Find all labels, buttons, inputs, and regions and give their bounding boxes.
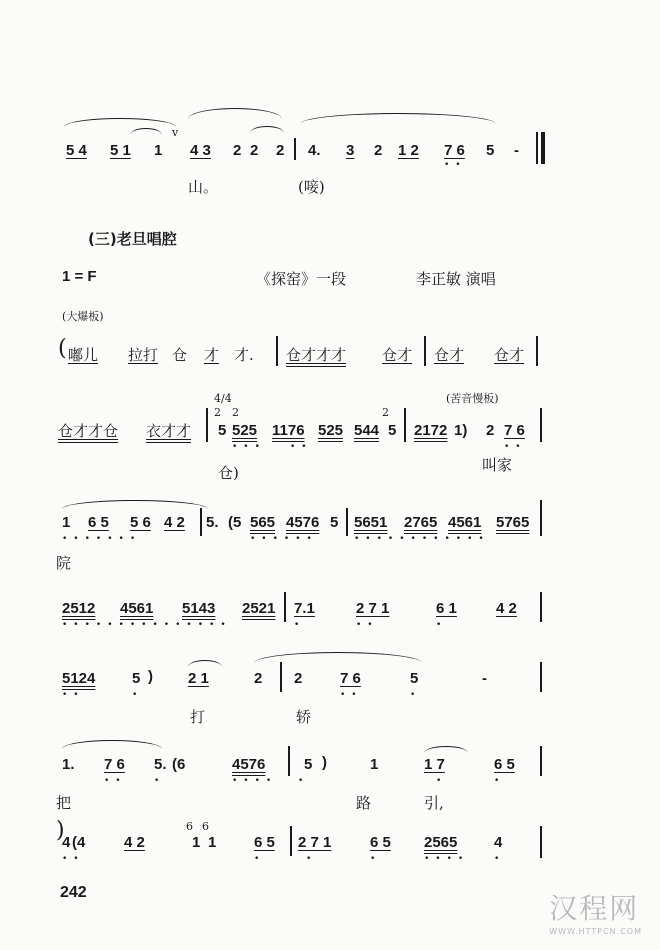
watermark-text: 汉程网: [549, 892, 640, 925]
tempo-mark: (大爆板): [62, 310, 104, 323]
note: 4 2: [496, 600, 517, 617]
note: 6 5: [254, 834, 275, 851]
watermark-url: WWW.HTTPCN.COM: [549, 927, 642, 936]
note: 1: [208, 834, 217, 851]
barline: [206, 408, 208, 442]
low-octave-dots: ••••••: [250, 534, 318, 544]
low-octave-dots: •••••••: [62, 534, 142, 544]
note: 5: [330, 514, 339, 531]
lyric: 仓): [218, 464, 239, 482]
low-octave-dots: •: [132, 690, 144, 700]
note: 1: [192, 834, 201, 851]
note: 6 5: [370, 834, 391, 851]
barline: [540, 746, 542, 776]
note: 7 6: [104, 756, 125, 773]
note: 5 1: [110, 142, 131, 159]
lyric: 引,: [424, 794, 444, 812]
low-octave-dots: ••••: [424, 854, 470, 864]
note: 2: [250, 142, 259, 159]
low-octave-dots: ••: [444, 160, 467, 170]
note: 4576: [232, 756, 266, 773]
note: 5651: [354, 514, 388, 531]
low-octave-dots: •••••••••••••••: [62, 620, 232, 630]
note: 4 3: [190, 142, 211, 159]
slur: [300, 113, 496, 124]
low-octave-dots: •: [154, 776, 166, 786]
barline: [346, 508, 348, 536]
meter: 4/4: [214, 392, 232, 405]
note: 7.1: [294, 600, 315, 617]
note: 1.: [62, 756, 75, 773]
percussion: 仓才: [382, 346, 413, 364]
low-octave-dots: •: [494, 776, 506, 786]
tie: [130, 128, 162, 135]
percussion: 仓才: [494, 346, 525, 364]
low-octave-dots: •: [254, 854, 266, 864]
open-paren: (: [58, 336, 67, 361]
note: 4: [494, 834, 503, 851]
low-octave-dots: ••: [504, 442, 527, 452]
barline: [424, 336, 426, 366]
low-octave-dots: •: [370, 854, 382, 864]
key-signature: 1 = F: [62, 268, 97, 285]
barline: [294, 138, 296, 160]
percussion: 仓才: [434, 346, 465, 364]
barline: [288, 746, 290, 776]
low-octave-dots: ••: [356, 620, 379, 630]
low-octave-dots: ••: [104, 776, 127, 786]
tempo-mark: (苦音慢板): [446, 392, 499, 405]
low-octave-dots: •: [294, 620, 306, 630]
note: 2: [276, 142, 285, 159]
note: 6 5: [494, 756, 515, 773]
percussion: 才.: [234, 346, 254, 364]
low-octave-dots: •••: [232, 442, 266, 452]
final-barline: [536, 132, 538, 164]
barline: [540, 826, 542, 858]
barline: [540, 592, 542, 622]
note: 2: [233, 142, 242, 159]
final-barline-thick: [541, 132, 545, 164]
tie: [250, 126, 284, 133]
note: 2521: [242, 600, 276, 617]
page-number: 242: [60, 884, 87, 901]
low-octave-dots: •: [436, 776, 448, 786]
note: 2: [254, 670, 263, 687]
percussion: 仓才才才: [286, 346, 347, 364]
note: 5: [410, 670, 419, 687]
note: 5 6: [130, 514, 151, 531]
note: 5124: [62, 670, 96, 687]
note: 3: [346, 142, 355, 159]
slur: [188, 108, 282, 119]
note: 5: [218, 422, 227, 439]
lyric: 院: [56, 554, 72, 572]
note: 4 2: [164, 514, 185, 531]
barline: [290, 826, 292, 856]
low-octave-dots: •: [306, 854, 318, 864]
note: 2512: [62, 600, 96, 617]
barline: [200, 508, 202, 536]
grace-note: 2: [382, 406, 389, 419]
note: 5: [132, 670, 141, 687]
performer: 李正敏 演唱: [416, 270, 496, 288]
barline: [276, 336, 278, 366]
slur: [62, 740, 162, 749]
note: 6 5: [88, 514, 109, 531]
note: 7 6: [340, 670, 361, 687]
lyric: (唼): [298, 178, 325, 196]
barline: [284, 592, 286, 622]
low-octave-dots: ••••••••••••: [354, 534, 490, 544]
close-paren: ): [322, 754, 327, 771]
lyric: 路: [356, 794, 372, 812]
note: 1 2: [398, 142, 419, 159]
note: 7 6: [504, 422, 525, 439]
watermark: [549, 887, 642, 936]
low-octave-dots: •: [298, 776, 310, 786]
barline: [404, 408, 406, 442]
barline: [280, 662, 282, 692]
note: 5.: [206, 514, 219, 531]
note: 1): [454, 422, 468, 439]
slur: [64, 118, 176, 127]
note: 525: [232, 422, 258, 439]
grace-note: 2: [232, 406, 239, 419]
close-paren: ): [148, 668, 153, 685]
note: 5: [304, 756, 313, 773]
note: 2765: [404, 514, 438, 531]
barline: [540, 408, 542, 442]
low-octave-dots: •: [436, 620, 448, 630]
note: 525: [318, 422, 344, 439]
barline: [540, 500, 542, 536]
note: 5: [388, 422, 397, 439]
lyric: 打: [190, 708, 206, 726]
note: 4576: [286, 514, 320, 531]
note: 4.: [308, 142, 321, 159]
open-paren: ): [56, 818, 65, 843]
note: 1: [154, 142, 163, 159]
note: 2: [486, 422, 495, 439]
note: 1176: [272, 422, 305, 439]
lyric: 轿: [296, 708, 312, 726]
slur: [62, 500, 208, 509]
note: (4: [72, 834, 86, 851]
low-octave-dots: ••: [290, 442, 313, 452]
note: 4561: [120, 600, 154, 617]
note: 2172: [414, 422, 448, 439]
work-title: 《探窑》一段: [256, 270, 347, 288]
note: 6 1: [436, 600, 457, 617]
note: 5765: [496, 514, 530, 531]
note: 2 7 1: [356, 600, 390, 617]
note: 4: [62, 834, 71, 851]
low-octave-dots: •: [410, 690, 422, 700]
tie: [188, 660, 222, 667]
percussion: 嘟儿: [68, 346, 99, 364]
lyric: 把: [56, 794, 72, 812]
barline: [536, 336, 538, 366]
note: 4 2: [124, 834, 145, 851]
note: 2: [374, 142, 383, 159]
percussion: 仓: [172, 346, 188, 364]
note: 2: [294, 670, 303, 687]
note: (6: [172, 756, 186, 773]
note: -: [482, 670, 487, 687]
low-octave-dots: ••: [340, 690, 363, 700]
tie: [424, 746, 468, 753]
barline: [540, 662, 542, 692]
note: -: [514, 142, 519, 159]
percussion: 仓才才仓: [58, 422, 119, 440]
low-octave-dots: ••: [62, 854, 85, 864]
note: 5143: [182, 600, 216, 617]
percussion: 拉打: [128, 346, 159, 364]
note: 5.: [154, 756, 167, 773]
note: 544: [354, 422, 380, 439]
low-octave-dots: ••: [62, 690, 85, 700]
note: 1: [62, 514, 71, 531]
percussion: 衣才才: [146, 422, 192, 440]
percussion: 才: [204, 346, 220, 364]
grace-note: 6: [202, 820, 209, 833]
lyric: 叫家: [482, 456, 513, 474]
section-title: (三)老旦唱腔: [88, 230, 177, 248]
note: 5: [486, 142, 495, 159]
grace-note: 2: [214, 406, 221, 419]
note: 2 1: [188, 670, 209, 687]
note: 1: [370, 756, 379, 773]
note: 2565: [424, 834, 458, 851]
breath-mark: v: [172, 126, 179, 139]
note: 2 7 1: [298, 834, 332, 851]
grace-note: 6: [186, 820, 193, 833]
note: 4561: [448, 514, 482, 531]
note: 565: [250, 514, 276, 531]
note: 5 4: [66, 142, 87, 159]
low-octave-dots: ••••: [232, 776, 278, 786]
note: 1 7: [424, 756, 445, 773]
low-octave-dots: •: [494, 854, 506, 864]
lyric: 山。: [188, 178, 219, 196]
note: 7 6: [444, 142, 465, 159]
note: (5: [228, 514, 242, 531]
